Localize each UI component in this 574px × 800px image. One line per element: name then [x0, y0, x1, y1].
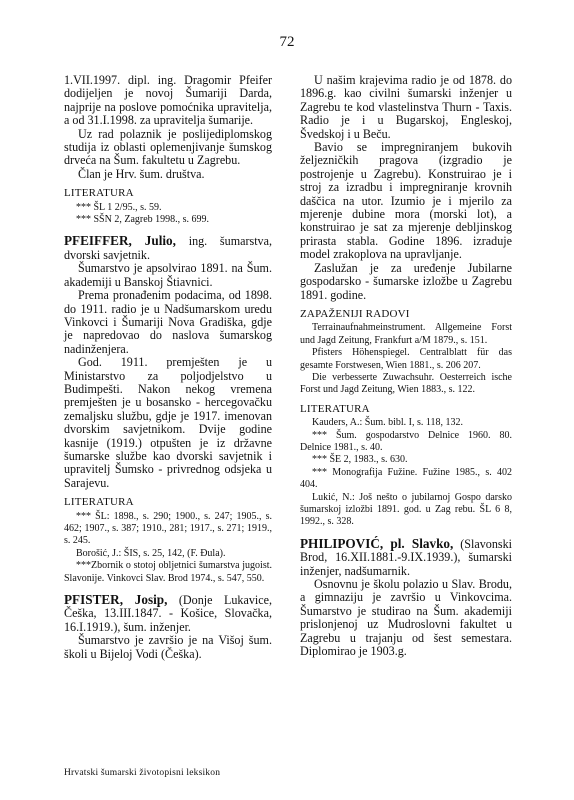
entry-pfister — [64, 593, 272, 661]
work-item: Die verbesserte Zuwachsuhr. Oesterreich ische Forst und Jagd Zeitung, Wien 1883., s. 122. — [300, 371, 512, 396]
literatura-item: ***Zbornik o stotoj obljetnici šumarstva jugoist. Slavonije. Vinkovci Slav. Brod 1974., s. 547, 550. — [64, 560, 272, 584]
pfeifer-continuation-paragraph: 1.VII.1997. dipl. ing. Dragomir Pfeifer dodijeljen je novoj Šumariji Darda, najprije na poslove pomoćnika upravitelja, a od 31.I.1998. za upravitelja šumarije. — [64, 73, 272, 128]
literatura-heading: LITERATURA — [300, 402, 370, 415]
literatura-item: *** ŠL 1 2/95., s. 59. — [76, 201, 162, 213]
entry-name: PHILIPOVIĆ, pl. Slavko, — [300, 535, 454, 551]
literatura-item: *** ŠE 2, 1983., s. 630. — [312, 454, 408, 466]
literatura-item: Borošić, J.: ŠIS, s. 25, 142, (F. Đula). — [76, 547, 226, 559]
entry-title: (Donje Lukavice, Češka, 13.III.1847. - Košice, Slovačka, 16.I.1919.), šum. inženjer. — [64, 593, 272, 634]
right-column — [300, 74, 512, 658]
entry-name: PFISTER, Josip, — [64, 592, 168, 608]
left-column — [64, 74, 272, 661]
entry-name: PFEIFFER, Julio, — [64, 233, 176, 249]
literatura-item: *** Monografija Fužine. Fužine 1985., s. 402 404. — [300, 466, 512, 491]
literatura-item: *** Šum. gospodarstvo Delnice 1960. 80. Delnice 1981., s. 40. — [300, 429, 512, 453]
page-footer: Hrvatski šumarski životopisni leksikon — [64, 768, 221, 778]
pfister-paragraph: Zaslužan je za uređenje Jubilarne gospodarsko - šumarske izložbe u Zagrebu 1891. godine. — [300, 260, 512, 302]
literatura-item: *** SŠN 2, Zagreb 1998., s. 699. — [76, 214, 210, 226]
entry-title: ing. šumarstva, dvorski savjetnik. — [64, 234, 272, 262]
entry-paragraph: Šumarstvo je završio je na Višoj šum. školi u Bijeloj Vodi (Češka). — [64, 633, 272, 661]
entry-paragraph: Šumarstvo je apsolvirao 1891. na Šum. akademiji u Banskoj Štiavnici. — [64, 261, 272, 289]
literatura-heading: LITERATURA — [64, 187, 134, 200]
literatura-item: Lukić, N.: Još nešto o jubilarnoj Gospo darsko šumarskoj izložbi 1891. god. u Zag rebu. ŠL 6 8, 1992., s. 328. — [300, 491, 512, 528]
literatura-item: *** ŠL: 1898., s. 290; 1900., s. 247; 1905., s. 462; 1907., s. 387; 1910., 281; 1917., s. 271; 1919., s. 245. — [64, 510, 272, 547]
entry-pfeiffer — [64, 234, 272, 585]
entry-title: (Slavonski Brod, 16.XII.1881.-9.IX.1939.), šumarski inženjer, nadšumarnik. — [300, 536, 512, 578]
works-heading: ZAPAŽENIJI RADOVI — [300, 307, 410, 320]
entry-paragraph: God. 1911. premješten je u Ministarstvo za poljodjelstvo u Budimpešti. Nakon nekog vremena premješten je u bosansko - hercegovačku zemaljsku službu, gdje je 1917. imenovan dvorskim savjetnikom. Dvije godine kasnije (1919.) otpušten je iz državne šumarske službe kao dvorski savjetnik i upravitelj Šumsko - privrednog odsjeka u Sarajevu. — [64, 355, 272, 490]
pfeifer-membership-paragraph: Član je Hrv. šum. društva. — [78, 166, 205, 181]
entry-paragraph: Prema pronađenim podacima, od 1898. do 1911. radio je u Nadšumarskom uredu Vinkovci i Šumariji Nova Gradiška, gdje je napredovao do naslova šumarskog nadinženjera. — [64, 288, 272, 356]
work-item: Terrainaufnahmeinstrument. Allgemeine Forst und Jagd Zeitung, Frankfurt a/M 1879., s. 151. — [300, 322, 512, 346]
literatura-heading: LITERATURA — [64, 496, 134, 509]
work-item: Pfisters Höhenspiegel. Centralblatt für das gesamte Forstwesen, Wien 1881., s. 206 207. — [300, 347, 512, 371]
pfeifer-postgrad-paragraph: Uz rad polaznik je poslijediplomskog studija iz oblasti oplemenjivanje šumskog drveća na Šum. fakultetu u Zagrebu. — [64, 126, 272, 168]
entry-paragraph: Osnovnu je školu polazio u Slav. Brodu, a gimnaziju je završio u Vinkovcima. Šumarstvo je studirao na Šum. akademiji prislonjenoj uz Mudroslovni fakultet u Zagrebu u trajanju od šest semestara. Diplomirao je 1903.g. — [300, 577, 512, 659]
entry-philipovic — [300, 537, 512, 659]
literatura-item: Kauders, A.: Šum. bibl. I, s. 118, 132. — [312, 417, 464, 429]
page-number: 72 — [279, 34, 295, 50]
pfister-paragraph: U našim krajevima radio je od 1878. do 1896.g. kao civilni šumarski inženjer u Zagrebu te kod vlastelinstva Thurn - Taxis. Radio je i u Bugarskoj, Engleskoj, Švedskoj i u Beču. — [300, 73, 512, 141]
pfister-paragraph: Bavio se impregniranjem bukovih željezničkih pragova (izgradio je postrojenje u Zagrebu). Konstruirao je i stroj za izradbu i impregniranje krovnih daščica na utor. Izumio je i mjerilo za mjerenje dubine mora (morski lot), a konstruirao je sat za mjerenje debljinskog prirasta stabla. Godine 1896. izraduje model zrakoplova na upravljanje. — [300, 140, 512, 262]
